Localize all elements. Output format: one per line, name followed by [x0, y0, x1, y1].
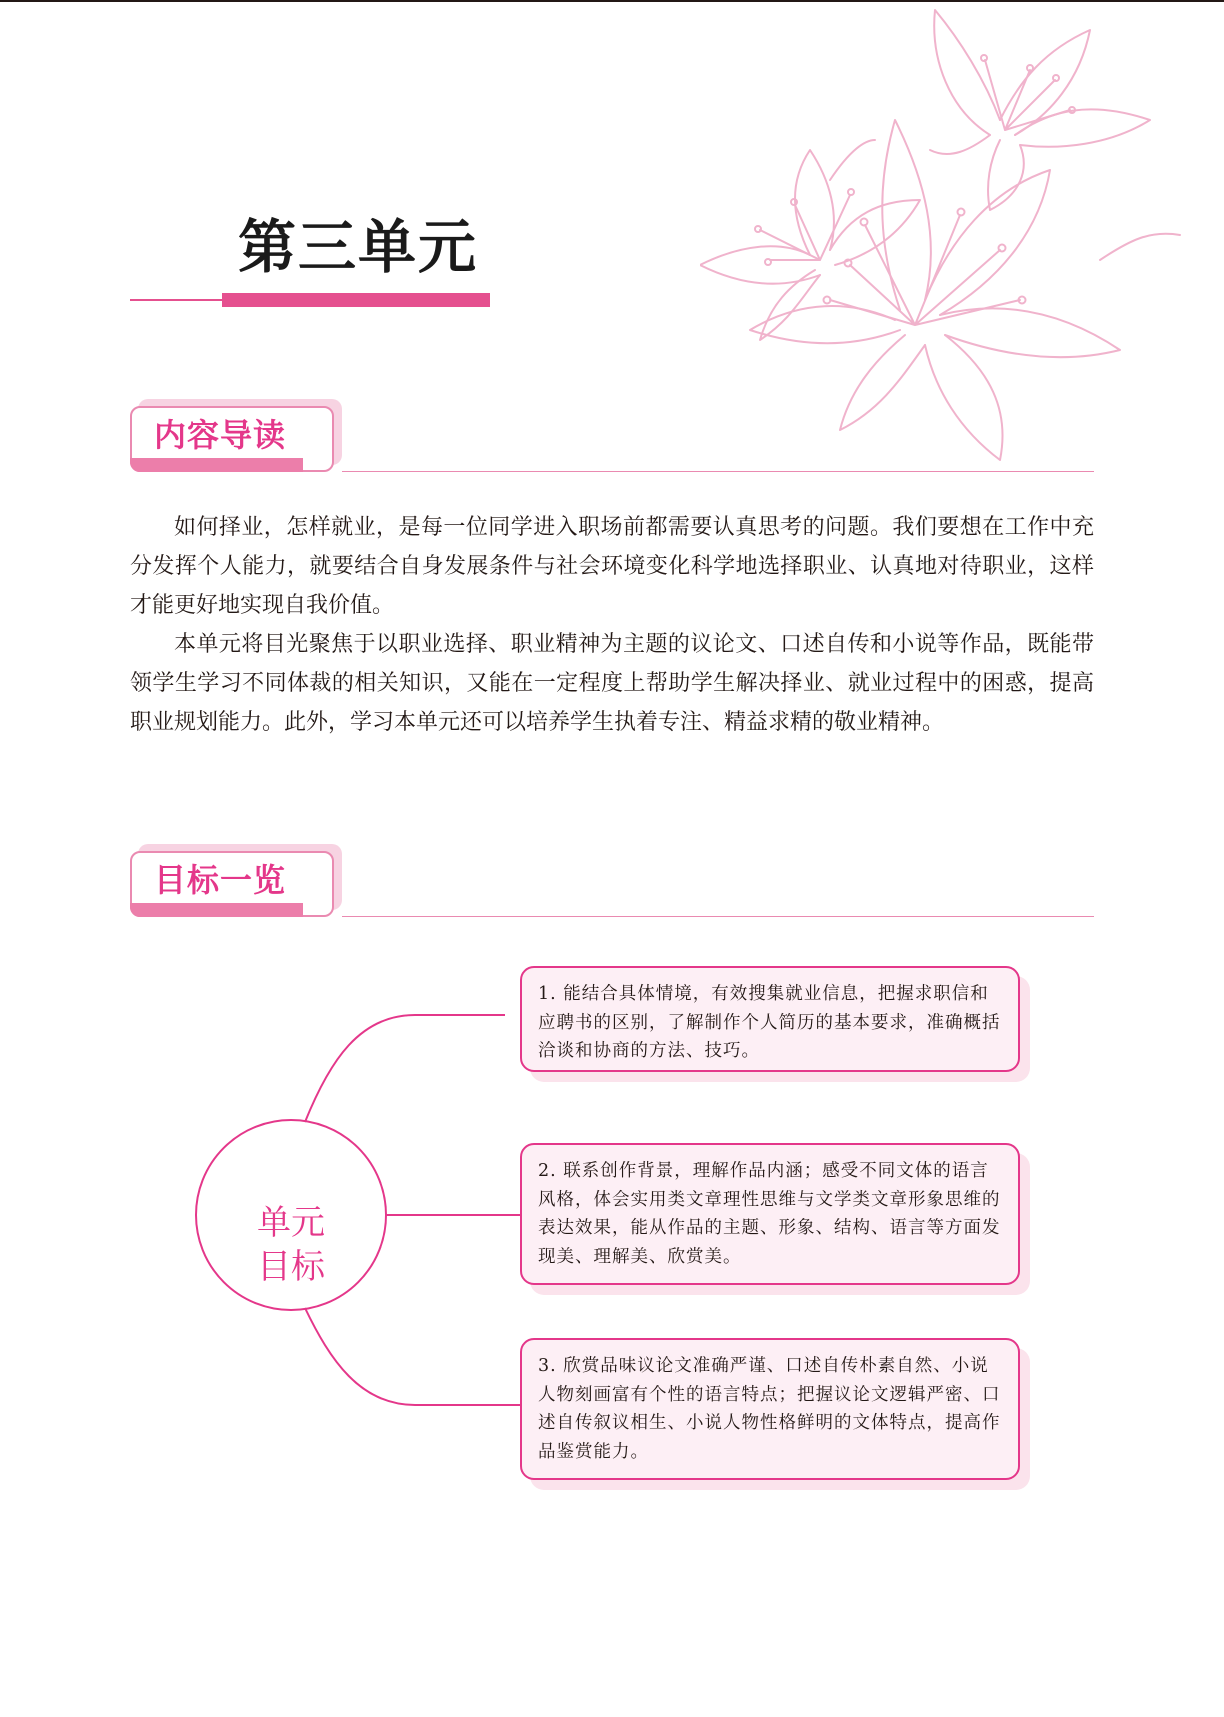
heading-foot-bar [130, 903, 303, 917]
intro-text [130, 508, 1094, 742]
goal-text: 3. 欣赏品味议论文准确严谨、口述自传朴素自然、小说人物刻画富有个性的语言特点；把握议论文逻辑严密、口述自传叙议相生、小说人物性格鲜明的文体特点，提高作品鉴赏能力。 [538, 1356, 1001, 1462]
center-label-line2: 目标 [257, 1247, 325, 1287]
intro-paragraph: 如何择业，怎样就业，是每一位同学进入职场前都需要认真思考的问题。我们要想在工作中充分发挥个人能力，就要结合自身发展条件与社会环境变化科学地选择职业、认真地对待职业，这样才能更好地实现自我价值。 [130, 515, 1094, 618]
section-divider-goals [342, 916, 1094, 917]
section-heading-goals [130, 851, 342, 917]
center-circle-label [196, 1150, 386, 1340]
heading-foot-bar [130, 458, 303, 472]
goal-card-box [520, 1338, 1020, 1480]
lily-flower-illustration [700, 0, 1200, 470]
goal-text: 1. 能结合具体情境，有效搜集就业信息，把握求职信和应聘书的区别，了解制作个人简历的基本要求，准确概括洽谈和协商的方法、技巧。 [538, 984, 1001, 1061]
goal-text: 2. 联系创作背景，理解作品内涵；感受不同文体的语言风格，体会实用类文章理性思维与文学类文章形象思维的表达效果，能从作品的主题、形象、结构、语言等方面发现美、理解美、欣赏美。 [538, 1161, 1001, 1267]
goal-card-box [520, 966, 1020, 1072]
goal-card-3 [520, 1338, 1020, 1480]
title-underline-bar [222, 293, 490, 307]
center-label-line1: 单元 [257, 1203, 325, 1243]
goal-card-1 [520, 966, 1020, 1072]
title-underline-thin [130, 299, 222, 301]
goal-card-box [520, 1143, 1020, 1285]
section-heading-label: 目标一览 [154, 861, 287, 899]
section-divider-intro [342, 471, 1094, 472]
unit-title: 第三单元 [238, 213, 479, 281]
goal-card-2 [520, 1143, 1020, 1285]
intro-paragraph: 本单元将目光聚焦于以职业选择、职业精神为主题的议论文、口述自传和小说等作品，既能带领学生学习不同体裁的相关知识，又能在一定程度上帮助学生解决择业、就业过程中的困惑，提高职业规划能力。此外，学习本单元还可以培养学生执着专注、精益求精的敬业精神。 [130, 632, 1094, 735]
section-heading-intro [130, 406, 342, 472]
section-heading-label: 内容导读 [154, 416, 287, 454]
connector-line-1 [305, 1015, 505, 1122]
